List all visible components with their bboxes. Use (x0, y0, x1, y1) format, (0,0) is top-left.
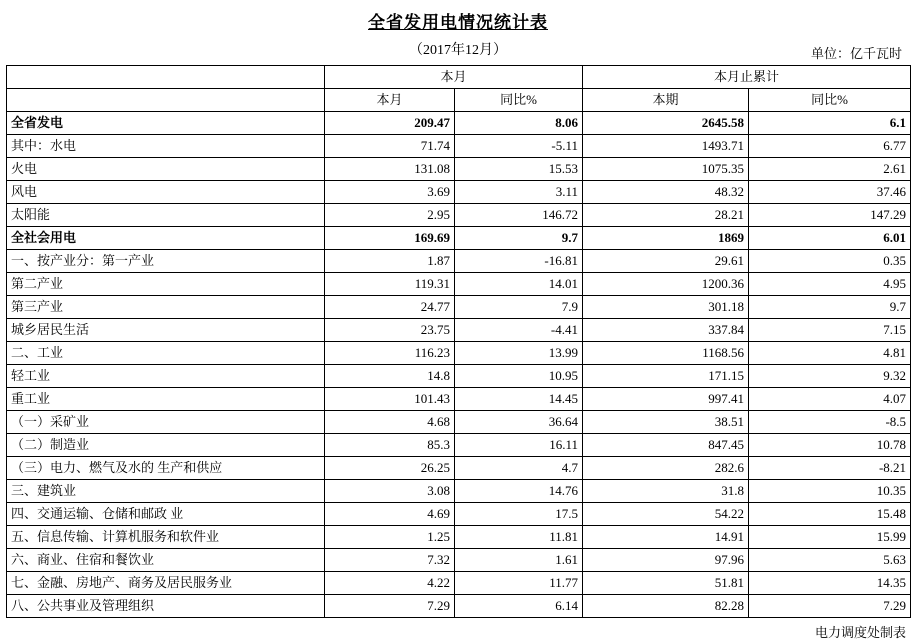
row-label: 全省发电 (7, 112, 325, 135)
row-value: 11.77 (455, 572, 583, 595)
group-header-current-month: 本月 (325, 66, 583, 89)
row-value: 31.8 (583, 480, 749, 503)
table-column-header-row (7, 89, 911, 112)
table-row (7, 595, 911, 618)
column-header-cumulative-yoy: 同比% (749, 89, 911, 112)
row-label: 重工业 (7, 388, 325, 411)
table-row (7, 204, 911, 227)
row-value: 14.8 (325, 365, 455, 388)
table-corner-cell-2 (7, 89, 325, 112)
row-value: 4.69 (325, 503, 455, 526)
row-value: 9.7 (455, 227, 583, 250)
row-value: 97.96 (583, 549, 749, 572)
row-value: 169.69 (325, 227, 455, 250)
row-value: 2645.58 (583, 112, 749, 135)
row-value: 8.06 (455, 112, 583, 135)
row-value: 7.29 (325, 595, 455, 618)
row-value: 7.32 (325, 549, 455, 572)
row-value: 14.45 (455, 388, 583, 411)
row-value: 2.61 (749, 158, 911, 181)
row-value: 5.63 (749, 549, 911, 572)
row-value: 4.07 (749, 388, 911, 411)
statistics-table (6, 65, 911, 618)
row-value: 2.95 (325, 204, 455, 227)
row-label: 四、交通运输、仓储和邮政 业 (7, 503, 325, 526)
row-label: 全社会用电 (7, 227, 325, 250)
row-value: 209.47 (325, 112, 455, 135)
row-label: 其中：水电 (7, 135, 325, 158)
row-label: 风电 (7, 181, 325, 204)
row-value: 4.68 (325, 411, 455, 434)
row-value: 9.7 (749, 296, 911, 319)
row-value: 15.53 (455, 158, 583, 181)
row-value: 51.81 (583, 572, 749, 595)
row-value: 4.81 (749, 342, 911, 365)
table-row (7, 112, 911, 135)
row-label: （三）电力、燃气及水的 生产和供应 (7, 457, 325, 480)
row-value: 15.48 (749, 503, 911, 526)
row-value: 82.28 (583, 595, 749, 618)
row-value: 847.45 (583, 434, 749, 457)
table-row (7, 572, 911, 595)
row-label: 第二产业 (7, 273, 325, 296)
table-body (7, 112, 911, 618)
table-row (7, 319, 911, 342)
row-label: 六、商业、住宿和餐饮业 (7, 549, 325, 572)
row-label: 城乡居民生活 (7, 319, 325, 342)
row-value: 146.72 (455, 204, 583, 227)
unit-label: 单位：亿千瓦时 (810, 46, 902, 61)
row-value: 301.18 (583, 296, 749, 319)
row-value: 997.41 (583, 388, 749, 411)
row-value: 29.61 (583, 250, 749, 273)
row-value: 37.46 (749, 181, 911, 204)
row-value: -4.41 (455, 319, 583, 342)
row-value: 26.25 (325, 457, 455, 480)
column-header-cumulative-period: 本期 (583, 89, 749, 112)
row-value: 1200.36 (583, 273, 749, 296)
row-value: 48.32 (583, 181, 749, 204)
document-page (0, 8, 916, 640)
table-group-header-row (7, 66, 911, 89)
row-value: 1.61 (455, 549, 583, 572)
table-header (7, 66, 911, 112)
table-row (7, 296, 911, 319)
row-value: 131.08 (325, 158, 455, 181)
row-value: 13.99 (455, 342, 583, 365)
row-value: -8.5 (749, 411, 911, 434)
row-value: 7.29 (749, 595, 911, 618)
page-title: 全省发用电情况统计表 (368, 13, 548, 32)
group-header-cumulative: 本月止累计 (583, 66, 911, 89)
row-value: -8.21 (749, 457, 911, 480)
table-row (7, 181, 911, 204)
row-value: 11.81 (455, 526, 583, 549)
row-value: 7.9 (455, 296, 583, 319)
table-row (7, 388, 911, 411)
row-value: 14.76 (455, 480, 583, 503)
row-value: 28.21 (583, 204, 749, 227)
table-corner-cell (7, 66, 325, 89)
footer-note: 电力调度处制表 (814, 625, 906, 640)
row-label: 七、金融、房地产、商务及居民服务业 (7, 572, 325, 595)
row-label: 二、工业 (7, 342, 325, 365)
row-value: -5.11 (455, 135, 583, 158)
column-header-current-month-yoy: 同比% (455, 89, 583, 112)
row-value: 6.1 (749, 112, 911, 135)
row-value: 282.6 (583, 457, 749, 480)
row-label: 五、信息传输、计算机服务和软件业 (7, 526, 325, 549)
row-value: 7.15 (749, 319, 911, 342)
row-value: 14.01 (455, 273, 583, 296)
row-value: 17.5 (455, 503, 583, 526)
table-row (7, 503, 911, 526)
row-value: 171.15 (583, 365, 749, 388)
row-value: 1168.56 (583, 342, 749, 365)
table-row (7, 549, 911, 572)
row-label: 一、按产业分：第一产业 (7, 250, 325, 273)
row-label: （二）制造业 (7, 434, 325, 457)
table-row (7, 434, 911, 457)
row-value: 147.29 (749, 204, 911, 227)
table-row (7, 411, 911, 434)
row-label: 火电 (7, 158, 325, 181)
row-value: 16.11 (455, 434, 583, 457)
row-value: 10.35 (749, 480, 911, 503)
table-row (7, 250, 911, 273)
row-value: 14.91 (583, 526, 749, 549)
row-value: 3.69 (325, 181, 455, 204)
row-value: 119.31 (325, 273, 455, 296)
row-value: 23.75 (325, 319, 455, 342)
row-value: 10.78 (749, 434, 911, 457)
row-value: 54.22 (583, 503, 749, 526)
row-value: 337.84 (583, 319, 749, 342)
table-row (7, 227, 911, 250)
row-value: 4.22 (325, 572, 455, 595)
row-label: 轻工业 (7, 365, 325, 388)
row-value: 1493.71 (583, 135, 749, 158)
table-row (7, 135, 911, 158)
row-value: 6.01 (749, 227, 911, 250)
row-value: 6.14 (455, 595, 583, 618)
row-value: 101.43 (325, 388, 455, 411)
row-value: 38.51 (583, 411, 749, 434)
row-value: -16.81 (455, 250, 583, 273)
table-row (7, 480, 911, 503)
row-label: 太阳能 (7, 204, 325, 227)
row-label: 八、公共事业及管理组织 (7, 595, 325, 618)
table-row (7, 457, 911, 480)
table-row (7, 526, 911, 549)
row-value: 1.87 (325, 250, 455, 273)
row-value: 1075.35 (583, 158, 749, 181)
table-row (7, 342, 911, 365)
row-value: 9.32 (749, 365, 911, 388)
row-value: 10.95 (455, 365, 583, 388)
column-header-current-month: 本月 (325, 89, 455, 112)
row-value: 6.77 (749, 135, 911, 158)
row-value: 14.35 (749, 572, 911, 595)
page-subtitle: （2017年12月） (409, 43, 507, 58)
table-row (7, 273, 911, 296)
row-value: 1.25 (325, 526, 455, 549)
row-label: 第三产业 (7, 296, 325, 319)
table-row (7, 158, 911, 181)
row-value: 71.74 (325, 135, 455, 158)
row-value: 85.3 (325, 434, 455, 457)
table-row (7, 365, 911, 388)
row-value: 116.23 (325, 342, 455, 365)
row-value: 4.7 (455, 457, 583, 480)
row-value: 15.99 (749, 526, 911, 549)
row-value: 3.11 (455, 181, 583, 204)
row-value: 1869 (583, 227, 749, 250)
row-value: 0.35 (749, 250, 911, 273)
row-label: 三、建筑业 (7, 480, 325, 503)
row-value: 4.95 (749, 273, 911, 296)
row-value: 24.77 (325, 296, 455, 319)
row-label: （一）采矿业 (7, 411, 325, 434)
row-value: 36.64 (455, 411, 583, 434)
row-value: 3.08 (325, 480, 455, 503)
